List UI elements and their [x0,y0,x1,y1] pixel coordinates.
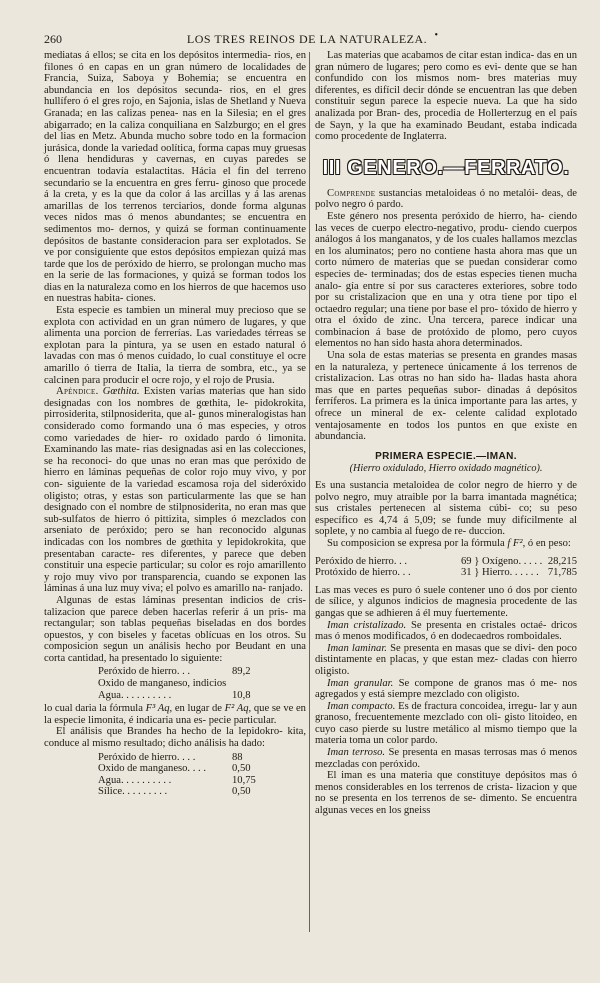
component-name: Oxido de manganeso. . . . [98,763,206,775]
paragraph: El iman es una materia que constituye depósitos mas ó menos considerables en los terrenos de crista- lizacion y que no se presenta en los terrenos de se- dimento. Se encuentra algunas veces en los gneiss [315,770,577,817]
component-value: 88 [232,751,243,763]
component-name: Protóxido de hierro. . . [315,567,411,579]
component-name: Peróxido de hierro. . . [315,555,408,567]
variety-paragraph [315,678,577,701]
formula-paragraph [315,538,577,550]
component-ratio: 31 } Hierro. . . . . . [461,567,539,579]
analysis-table-beudant [44,666,278,701]
mineral-term: Gœthita. [102,386,140,398]
text-run: Se compone de granos mas ó me- nos agregados y está siempre mezclado con oligisto. [315,677,578,701]
analysis-row [98,786,278,798]
formula: F² Aq, [224,703,252,715]
formula: F³ Aq, [145,703,173,715]
variety-paragraph [315,643,577,678]
analysis-row [98,690,278,702]
component-value: 0,50 [232,786,251,798]
text-run: Se presenta en cristales octaé- dricos mas ó menos modificados, ó en dodecaedros romboidales. [315,619,578,643]
variety-name: Iman compacto. [327,700,396,712]
formula: f F², [507,537,526,549]
variety-name: Iman terroso. [327,747,386,759]
text-run: Se presenta en masas que se divi- den poco distintamente en placas, y que estan mez- cladas con hierro oligisto. [315,642,577,677]
paragraph: mediatas á ellos; se cita en los depósitos intermedia- rios, en filones ó en capas en un gran número de localidades de Francia, Suiza, Saboya y Bohemia; se encuentra en abundancia en los depósitos secunda- rios, en el gres hullífero ó el gres rojo, en Sajonia, islas de Shetland y Nueva Granada; en las calizas penea- nas en la Silesia; en el gres abigarrado; en la caliza conquiliana en Salzburgo; en el gres del lias en Metz. Abunda mucho sobre todo en la formacion jurásica, donde la variedad oolítica, forma capas muy gruesas ó llena hendiduras y cavernas, en cuyas paredes se encuentran todavía estalactitas. Hácia el fin del terreno secundario se la encuentra en gres ferru- ginoso que procede á la creta, y es la que da color á las arcillas y á las arenas amarillas de los terrenos terciarios, donde forma algunas veces nidos mas ó menos abundantes; se encuentra en sedimentos mo- dernos, y quizá se forman continuamente depósitos de bastante consideracion para ser explotados. Se ve por consiguiente que estos depósitos empiezan quizá mas tarde que los de peróxido de hierro, se prolongan mucho mas en la serie de las formaciones, y quizá se forman todos los dias en la naturaleza como en los hierros de que hacemos uso en nuestras habita- ciones. [44,50,306,305]
variety-name: Iman laminar. [327,642,387,654]
variety-name: Iman cristalizado. [327,619,407,631]
genus-definition [315,188,577,211]
appendix-label: Apéndice. [56,386,99,398]
component-value: 10,8 [232,689,251,701]
component-value: 89,2 [232,666,251,678]
right-column [315,50,577,817]
paragraph: Una sola de estas materias se presenta en grandes masas en la naturaleza, y pertenece únicamente á los terrenos de cristalizacion. Las otras no han sido ha- lladas hasta ahora mas que en partes pequeñas subor- dinadas á depósitos ferríferos. La primera es la única importante para las artes, y ofrece un mineral de ex- celente calidad explotado ventajosamente en todos los puntos en que existe en abundancia. [315,350,577,443]
variety-name: Iman granular. [327,677,394,689]
species-heading: PRIMERA ESPECIE.—IMAN. [375,450,517,462]
component-name: Agua. . . . . . . . . . [98,774,172,786]
composition-table [315,556,577,579]
analysis-row [98,666,278,678]
lead-word: Comprende [327,187,376,199]
composition-row [315,556,577,568]
text-run: Se presenta en masas terrosas mas ó menos mezcladas con peróxido. [315,747,577,770]
page-header [44,32,570,50]
page-number: 260 [44,32,62,46]
genus-heading: III GENERO.—FERRATO. [322,156,570,179]
component-name: Peróxido de hierro. . . . [98,751,196,763]
text-run: Su composicion se expresa por la fórmula [327,537,508,549]
analysis-row [98,752,278,764]
component-value [232,678,278,690]
species-subtitle: (Hierro oxidulado, Hierro oxidado magnético). [349,463,543,475]
text-run: sustancias metaloideas ó no metalói- deas, de polvo negro ó pardo. [315,187,577,211]
component-value: 71,785 [547,567,577,579]
analysis-row [98,775,278,787]
variety-paragraph [315,701,577,747]
paragraph: Las mas veces es puro ó suele contener uno ó dos por ciento de sílice, y algunos indicios de magnesia procedente de las gangas que se adhieren á él muy fuertemente. [315,584,577,619]
analysis-row [98,763,278,775]
component-value: 28,215 [547,555,577,567]
formula-paragraph [44,703,306,726]
paragraph: Esta especie es tambien un mineral muy precioso que se explota con actividad en un gran número de lugares, y que alimenta una porcion de ferrerías. Las variedades térreas se explotan para la pintura, ya se usen en estado natural ó lavadas con mas ó menos cuidado, lo cual constituye el ocre amarillo ó tierra de Italia, la tierra de sombra, etc., ya se calcinen para producir el ocre rojo, y el rojo de Prusia. [44,305,306,386]
variety-paragraph [315,620,577,643]
appendix-text: Existen varias materias que han sido designadas con los nombres de gœthita, le- pidokrokita, pirrosiderita, stilpnosiderita, que al- gunos mineralogistas han considerado como formando una ó mas especies, y otros como variedades de hier- ro oxidado pardo ó limonita. Examinando las mate- rias designadas asi en las colecciones, se ha reconoci- do que unas no eran mas que peróxido de hierro en láminas pequeñas de color rojo muy vivo, y por con- siguiente de la variedad escamosa roja del sideróxido oligisto; otras, y estas son particularmente las que se han designado con el nombre de stilpnosiderita, no eran mas que sub-sulfatos de hierro ó pittizita, simples ó mezclados con arseniato de peróxido; pero se han reconocido algunas indicadas con los nombres de gœthita y lepidokrokita, que presentaban caracte- res diferentes, y parece que deben constituir una especie particular; su color es rojo amarillento y rojo muy vivo por transparencia, cuando se exponen las láminas á una luz muy viva; el polvo es amarillo na- ranjado. [44,386,306,595]
paragraph: Este género nos presenta peróxido de hierro, ha- ciendo las veces de cuerpo electro-negativo, produ- ciendo cuerpos análogos á los manganatos, y de los cuales hallamos mezclas en los aluminatos; pero no contiene hasta ahora mas que un corto número de materias que se puedan considerar como especies de- terminadas; dos de estas especies tienen mucha analo- gía entre sí por sus caracteres exteriores, sobre todo por su cristalizacion que en una y otra tiene por tipo el octaedro regular; una tiene por base el pro- tóxido de hierro y otra el óxido de zinc. Una tercera, parece indicar una combinacion á base de protóxido de plomo, pero cuyos elementos no han sido hasta ahora determinados. [315,210,577,350]
running-title: LOS TRES REINOS DE LA NATURALEZA. [186,32,428,46]
component-name: Agua. . . . . . . . . . [98,689,172,701]
text-run: lo cual daria la fórmula [44,703,146,715]
text-run: ó en peso: [525,537,571,549]
paragraph: Algunas de estas láminas presentan indicios de cris- talizacion que parece deben hacerlas referir á un pris- ma rectangular; son tablas pequeñas biseladas en dos bordes opuestos, y con biseles y facetas oblícuas en los otros. Su composicion segun un análisis hecho por Beudant en una corta cantidad, ha presentado lo siguiente: [44,594,306,664]
paragraph: Es una sustancia metaloidea de color negro de hierro y de polvo negro, muy atraible por la barra imantada magnética; sus cristales pertenecen al sistema cúbi- co; su peso específico es 4,74 á 5,09; se funde muy difícilmente al soplete, y no cambia al fuego de re- duccion. [315,480,577,538]
component-value: 10,75 [232,774,256,786]
header-mark: • [434,30,438,41]
paragraph: El análisis que Brandes ha hecho de la lepidokro- kita, conduce al mismo resultado; dicho análisis ha dado: [44,726,306,750]
component-name: Oxido de manganeso, indicios [98,678,227,690]
analysis-row [98,678,278,690]
left-column [44,50,306,800]
component-name: Sílice. . . . . . . . . [98,786,168,798]
analysis-table-brandes [44,752,278,798]
paragraph: Las materias que acabamos de citar estan indica- das en un gran número de lugares; pero como es evi- dente que se han confundido con los mismos nom- bres materias muy diferentes, es difícil decir dónde se encuentran las que deben constituir segun parece la especie nueva. La que ha sido analizada por Bran- des, procedia de Hollerterzug en el país de Sayn, y la que ha examinado Beudant, estaba indicada como procedente de Inglaterra. [315,50,577,143]
component-value: 0,50 [232,763,251,775]
variety-paragraph [315,747,577,770]
text-run: en lugar de [172,703,225,715]
text-run: que se ve en la especie limonita, é indicaria una es- pecie particular. [44,703,306,726]
text-run: Es de fractura concoidea, irregu- lar y aun granoso, frecuentemente mezclado con oli- gisto litoideo, en cuyo caso pierde su lustre metálico al mismo tiempo que la materia toma un color pardo. [315,700,577,747]
composition-row [315,567,577,579]
appendix-paragraph [44,386,306,595]
component-ratio: 69 } Oxígeno. . . . . [461,555,543,567]
column-divider [309,52,310,932]
component-name: Peróxido de hierro. . . [98,666,191,678]
